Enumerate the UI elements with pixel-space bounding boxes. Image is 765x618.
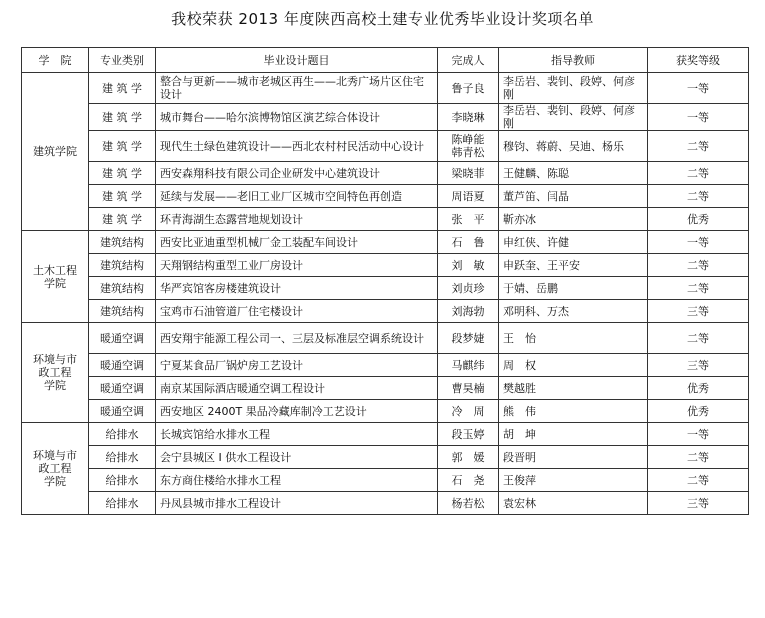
- major-cell: 建筑结构: [89, 231, 156, 254]
- table-row: [22, 254, 749, 277]
- award-cell: 一等: [648, 423, 749, 446]
- student-cell: 李晓琳: [438, 104, 499, 131]
- table-row: [22, 423, 749, 446]
- topic-cell: 丹凤县城市排水工程设计: [156, 492, 438, 515]
- student-cell: 冷 周: [438, 400, 499, 423]
- header-teacher: 指导教师: [499, 48, 648, 73]
- student-cell: 石 鲁: [438, 231, 499, 254]
- header-student: 完成人: [438, 48, 499, 73]
- student-cell: 刘 敏: [438, 254, 499, 277]
- award-cell: 二等: [648, 162, 749, 185]
- award-cell: 二等: [648, 277, 749, 300]
- award-cell: 三等: [648, 354, 749, 377]
- header-row: [22, 48, 749, 73]
- award-cell: 二等: [648, 446, 749, 469]
- table-row: [22, 400, 749, 423]
- table-row: [22, 377, 749, 400]
- major-cell: 暖通空调: [89, 377, 156, 400]
- teacher-cell: 王 怡: [499, 323, 648, 354]
- teacher-cell: 胡 坤: [499, 423, 648, 446]
- table-row: [22, 73, 749, 104]
- student-cell: 马麒纬: [438, 354, 499, 377]
- teacher-cell: 李岳岩、裴钊、段婷、何彦刚: [499, 104, 648, 131]
- topic-cell: 现代生土绿色建筑设计——西北农村村民活动中心设计: [156, 131, 438, 162]
- major-cell: 建筑结构: [89, 254, 156, 277]
- award-cell: 优秀: [648, 208, 749, 231]
- topic-cell: 城市舞台——哈尔滨博物馆区演艺综合体设计: [156, 104, 438, 131]
- topic-cell: 整合与更新——城市老城区再生——北秀广场片区住宅设计: [156, 73, 438, 104]
- award-cell: 二等: [648, 469, 749, 492]
- teacher-cell: 邓明科、万杰: [499, 300, 648, 323]
- teacher-cell: 申跃奎、王平安: [499, 254, 648, 277]
- major-cell: 建 筑 学: [89, 104, 156, 131]
- major-cell: 建 筑 学: [89, 131, 156, 162]
- table-row: [22, 469, 749, 492]
- major-cell: 建 筑 学: [89, 73, 156, 104]
- teacher-cell: 王俊萍: [499, 469, 648, 492]
- student-cell: 陈峥能 韩青松: [438, 131, 499, 162]
- teacher-cell: 于婧、岳鹏: [499, 277, 648, 300]
- header-college: 学 院: [22, 48, 89, 73]
- student-cell: 段玉婷: [438, 423, 499, 446]
- student-cell: 刘贞珍: [438, 277, 499, 300]
- table-row: [22, 208, 749, 231]
- teacher-cell: 董芦笛、闫晶: [499, 185, 648, 208]
- award-cell: 二等: [648, 254, 749, 277]
- table-row: [22, 185, 749, 208]
- topic-cell: 宝鸡市石油管道厂住宅楼设计: [156, 300, 438, 323]
- teacher-cell: 熊 伟: [499, 400, 648, 423]
- table-row: [22, 354, 749, 377]
- student-cell: 鲁子良: [438, 73, 499, 104]
- student-cell: 刘海勃: [438, 300, 499, 323]
- major-cell: 暖通空调: [89, 323, 156, 354]
- teacher-cell: 李岳岩、裴钊、段婷、何彦刚: [499, 73, 648, 104]
- table-row: [22, 446, 749, 469]
- major-cell: 暖通空调: [89, 400, 156, 423]
- major-cell: 给排水: [89, 469, 156, 492]
- teacher-cell: 周 权: [499, 354, 648, 377]
- teacher-cell: 袁宏林: [499, 492, 648, 515]
- student-cell: 段梦婕: [438, 323, 499, 354]
- teacher-cell: 段晋明: [499, 446, 648, 469]
- major-cell: 建 筑 学: [89, 208, 156, 231]
- header-award: 获奖等级: [648, 48, 749, 73]
- topic-cell: 西安地区 2400T 果品冷藏库制冷工艺设计: [156, 400, 438, 423]
- award-cell: 三等: [648, 300, 749, 323]
- award-cell: 一等: [648, 73, 749, 104]
- topic-cell: 华严宾馆客房楼建筑设计: [156, 277, 438, 300]
- college-cell: 土木工程 学院: [22, 231, 89, 323]
- topic-cell: 东方商住楼给水排水工程: [156, 469, 438, 492]
- table-row: [22, 131, 749, 162]
- topic-cell: 南京某国际酒店暖通空调工程设计: [156, 377, 438, 400]
- teacher-cell: 樊越胜: [499, 377, 648, 400]
- topic-cell: 西安森翔科技有限公司企业研发中心建筑设计: [156, 162, 438, 185]
- teacher-cell: 王健麟、陈聪: [499, 162, 648, 185]
- award-cell: 优秀: [648, 400, 749, 423]
- major-cell: 建筑结构: [89, 300, 156, 323]
- student-cell: 石 尧: [438, 469, 499, 492]
- award-cell: 一等: [648, 231, 749, 254]
- major-cell: 给排水: [89, 423, 156, 446]
- major-cell: 建 筑 学: [89, 185, 156, 208]
- teacher-cell: 申红侠、许健: [499, 231, 648, 254]
- major-cell: 建筑结构: [89, 277, 156, 300]
- header-topic: 毕业设计题目: [156, 48, 438, 73]
- college-cell: 环境与市 政工程 学院: [22, 423, 89, 515]
- major-cell: 暖通空调: [89, 354, 156, 377]
- student-cell: 梁晓菲: [438, 162, 499, 185]
- topic-cell: 天翔钢结构重型工业厂房设计: [156, 254, 438, 277]
- topic-cell: 延续与发展——老旧工业厂区城市空间特色再创造: [156, 185, 438, 208]
- award-cell: 二等: [648, 131, 749, 162]
- table-body: [22, 73, 749, 515]
- college-cell: 建筑学院: [22, 73, 89, 231]
- topic-cell: 西安比亚迪重型机械厂金工装配车间设计: [156, 231, 438, 254]
- table-row: [22, 492, 749, 515]
- award-cell: 一等: [648, 104, 749, 131]
- student-cell: 曹昊楠: [438, 377, 499, 400]
- student-cell: 郭 媛: [438, 446, 499, 469]
- student-cell: 周语夏: [438, 185, 499, 208]
- award-cell: 优秀: [648, 377, 749, 400]
- topic-cell: 环青海湖生态露营地规划设计: [156, 208, 438, 231]
- table-row: [22, 300, 749, 323]
- topic-cell: 会宁县城区 I 供水工程设计: [156, 446, 438, 469]
- table-row: [22, 323, 749, 354]
- award-cell: 三等: [648, 492, 749, 515]
- major-cell: 给排水: [89, 492, 156, 515]
- topic-cell: 长城宾馆给水排水工程: [156, 423, 438, 446]
- header-major: 专业类别: [89, 48, 156, 73]
- table-row: [22, 231, 749, 254]
- college-cell: 环境与市 政工程 学院: [22, 323, 89, 423]
- award-cell: 二等: [648, 185, 749, 208]
- student-cell: 杨若松: [438, 492, 499, 515]
- teacher-cell: 穆钧、蒋蔚、吴迪、杨乐: [499, 131, 648, 162]
- document-title: 我校荣获 2013 年度陕西高校土建专业优秀毕业设计奖项名单: [171, 10, 594, 28]
- table-row: [22, 162, 749, 185]
- major-cell: 给排水: [89, 446, 156, 469]
- award-cell: 二等: [648, 323, 749, 354]
- major-cell: 建 筑 学: [89, 162, 156, 185]
- student-cell: 张 平: [438, 208, 499, 231]
- table-row: [22, 104, 749, 131]
- awards-table: [21, 47, 749, 515]
- teacher-cell: 靳亦冰: [499, 208, 648, 231]
- topic-cell: 宁夏某食品厂锅炉房工艺设计: [156, 354, 438, 377]
- table-row: [22, 277, 749, 300]
- topic-cell: 西安翔宇能源工程公司一、三层及标准层空调系统设计: [156, 323, 438, 354]
